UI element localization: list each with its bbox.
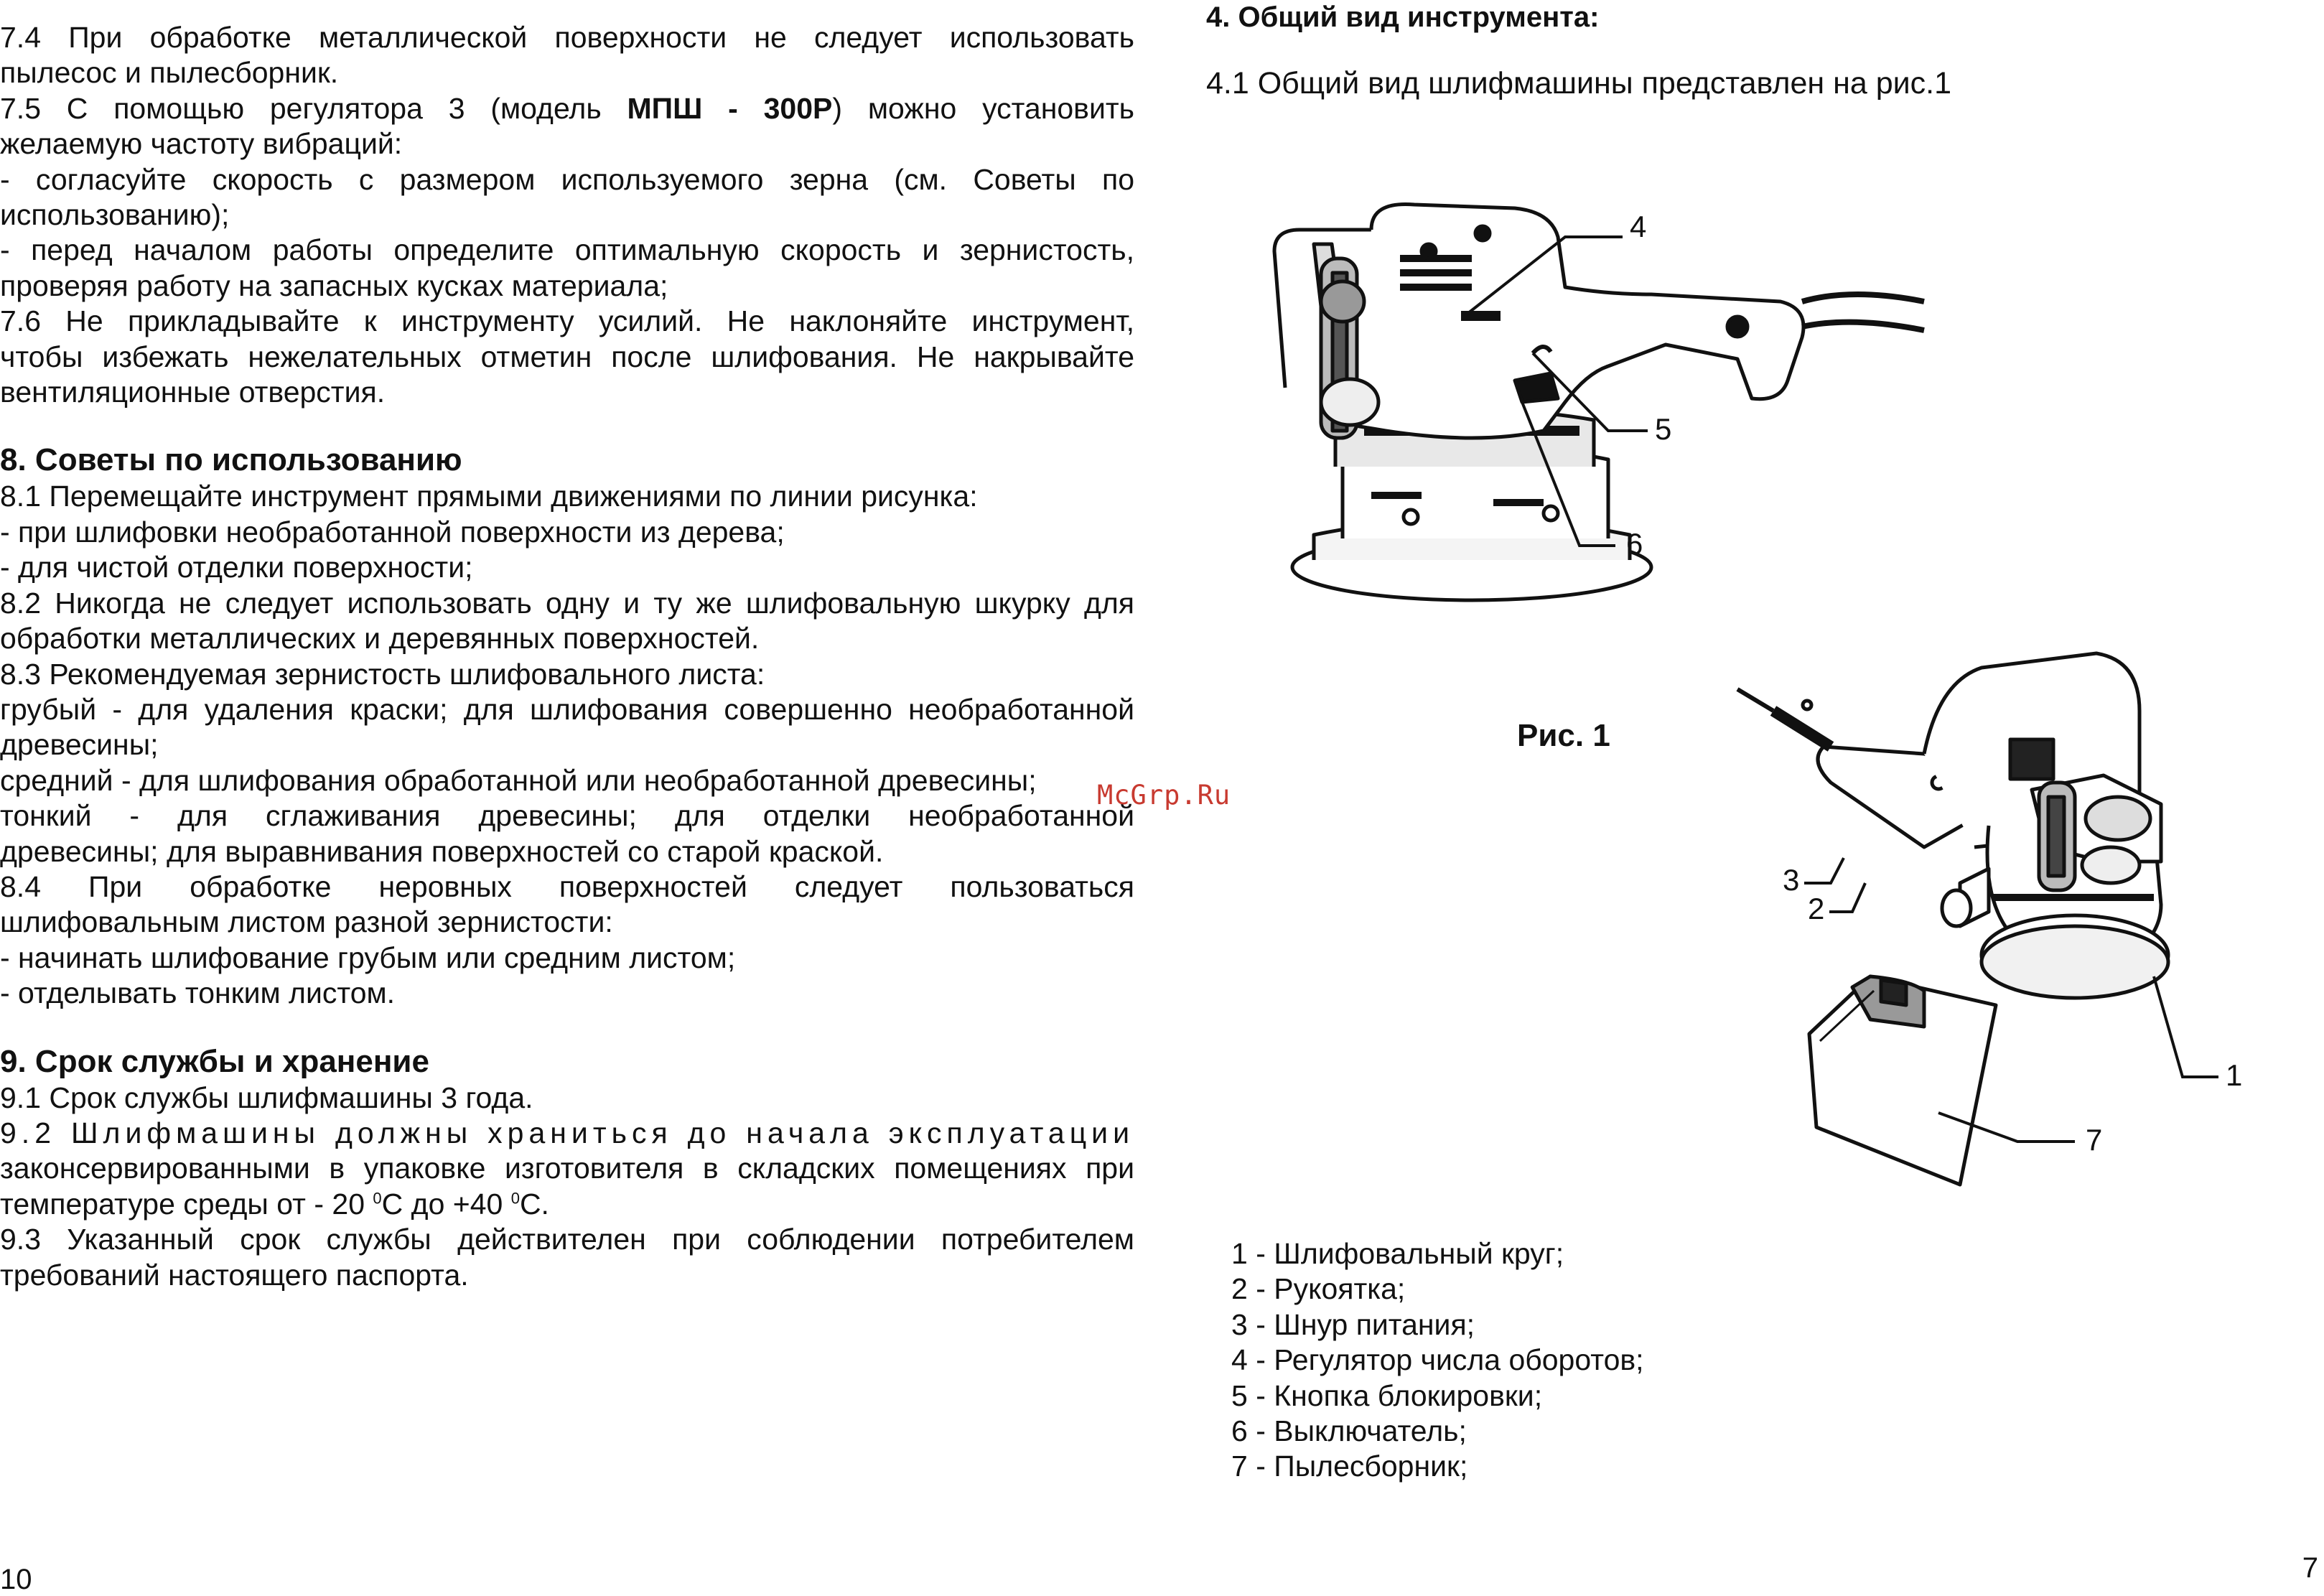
para-9-3-line1: 9.3 Указанный срок службы действителен при соблюдении потребителем (0, 1223, 1134, 1256)
para-7-5-line2: желаемую частоту вибраций: (0, 127, 403, 161)
para-7-4-line2: пылесос и пылесборник. (0, 56, 339, 90)
callout-2: 2 (1808, 892, 1825, 925)
para-8-1-bullet2: - для чистой отделки поверхности; (0, 551, 473, 584)
para-7-5-pre: 7.5 С помощью регулятора 3 (модель (0, 91, 627, 125)
para-8-3-fine-line2: древесины; для выравнивания поверхностей со старой краской. (0, 834, 884, 868)
para-8-2-line2: обработки металлических и деревянных поверхностей. (0, 622, 760, 655)
para-8-2-line1: 8.2 Никогда не следует использовать одну и ту же шлифовальную шкурку для (0, 586, 1134, 620)
para-8-4-line1: 8.4 При обработке неровных поверхностей следует пользоваться (0, 869, 1134, 903)
legend-item-3: 3 - Шнур питания; (1231, 1307, 1475, 1341)
para-7-6-line2: чтобы избежать нежелательных отметин после шлифования. Не накрывайте (0, 340, 1134, 373)
legend-item-2: 2 - Рукоятка; (1231, 1272, 1406, 1306)
section-4-title: 4. Общий вид инструмента: (1206, 1, 1600, 33)
figure-caption: Рис. 1 (1517, 718, 1610, 753)
para-9-2-line1: 9.2 Шлифмашины должны храниться до начала эксплуатации (0, 1116, 1134, 1149)
para-7-5-bullet2-line1: - перед началом работы определите оптимальную скорость и зернистость, (0, 233, 1134, 267)
degree-sign: 0 (510, 1189, 520, 1208)
section-8-heading: 8. Советы по использованию (0, 442, 462, 478)
para-7-5-bullet1-line1: - согласуйте скорость с размером используемого зерна (см. Советы по (0, 162, 1134, 196)
para-8-4-bullet1: - начинать шлифование грубым или средним листом; (0, 941, 736, 974)
legend-item-7: 7 - Пылесборник; (1231, 1450, 1468, 1483)
callout-6: 6 (1626, 527, 1643, 561)
legend-item-6: 6 - Выключатель; (1231, 1414, 1467, 1448)
para-8-3-medium: средний - для шлифования обработанной или необработанной древесины; (0, 763, 1037, 797)
temp-from: температуре среды от - 20 (0, 1187, 373, 1221)
para-7-5-bullet2-line2: проверяя работу на запасных кусках материала; (0, 269, 668, 302)
callout-1: 1 (2226, 1058, 2243, 1092)
para-8-3-coarse-line1: грубый - для удаления краски; для шлифования совершенно необработанной (0, 692, 1134, 726)
sander-iso-view (1737, 653, 2168, 1185)
left-page (0, 20, 1134, 1293)
sander-top-view (1274, 204, 1924, 600)
sander-figure (1206, 0, 2324, 1221)
section-9-heading: 9. Срок службы и хранение (0, 1043, 429, 1079)
figure-legend (1231, 1236, 1644, 1485)
para-8-3-fine-line1: тонкий - для сглаживания древесины; для отделки необработанной (0, 799, 1134, 833)
legend-item-1: 1 - Шлифовальный круг; (1231, 1237, 1564, 1270)
watermark: McGrp.Ru (1097, 780, 1231, 811)
legend-item-5: 5 - Кнопка блокировки; (1231, 1378, 1543, 1412)
legend-item-4: 4 - Регулятор числа оборотов; (1231, 1343, 1644, 1377)
temp-to: С до +40 (381, 1187, 511, 1221)
right-page (1206, 0, 2324, 1595)
para-7-4-line1: 7.4 При обработке металлической поверхности не следует использовать (0, 21, 1134, 54)
para-8-3: 8.3 Рекомендуемая зернистость шлифовального листа: (0, 657, 765, 691)
para-7-5-post: ) можно установить (832, 91, 1134, 125)
temp-unit: С. (519, 1187, 549, 1221)
callout-3: 3 (1783, 863, 1800, 897)
para-9-2-line2: законсервированными в упаковке изготовителя в складских помещениях при (0, 1152, 1134, 1185)
para-8-4-bullet2: - отделывать тонким листом. (0, 976, 396, 1010)
callout-7: 7 (2086, 1123, 2103, 1157)
para-7-5-bullet1-line2: использованию); (0, 198, 230, 232)
para-8-3-coarse-line2: древесины; (0, 728, 159, 762)
para-9-2-line3 (0, 1187, 1134, 1222)
para-7-6-line3: вентиляционные отверстия. (0, 375, 386, 409)
model-name: МПШ - 300Р (627, 91, 833, 125)
para-7-5-line1 (0, 91, 1134, 126)
para-8-4-line2: шлифовальным листом разной зернистости: (0, 905, 613, 939)
para-8-1-bullet1: - при шлифовки необработанной поверхности из дерева; (0, 515, 785, 549)
page-number-right: 7 (2302, 1552, 2318, 1584)
page-number-left: 10 (0, 1564, 32, 1595)
para-7-6-line1: 7.6 Не прикладывайте к инструменту усилий. Не наклоняйте инструмент, (0, 304, 1134, 338)
para-9-3-line2: требований настоящего паспорта. (0, 1258, 469, 1292)
section-4-1-text: 4.1 Общий вид шлифмашины представлен на рис.1 (1206, 66, 1951, 101)
para-9-1: 9.1 Срок службы шлифмашины 3 года. (0, 1081, 533, 1114)
para-8-1: 8.1 Перемещайте инструмент прямыми движениями по линии рисунка: (0, 480, 978, 513)
callout-5: 5 (1655, 412, 1672, 446)
callout-4: 4 (1630, 210, 1647, 243)
degree-sign: 0 (373, 1189, 382, 1208)
